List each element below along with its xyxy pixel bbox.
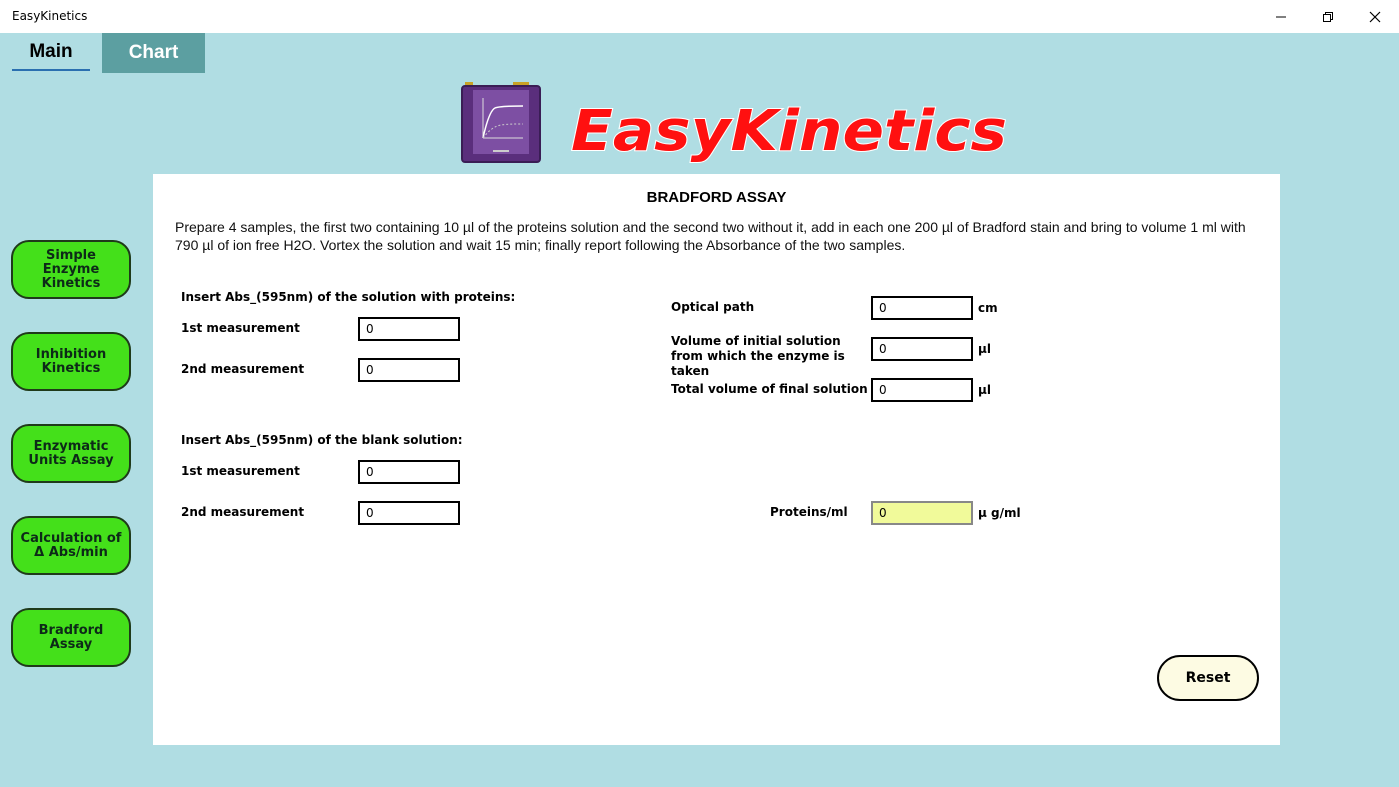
sidebar-item-enzymatic-units-assay[interactable]: Enzymatic Units Assay [11,424,131,483]
tab-main[interactable]: Main [12,35,90,71]
tab-chart[interactable]: Chart [102,33,205,73]
minimize-button[interactable] [1258,0,1304,33]
initial-volume-input[interactable] [871,337,973,361]
sidebar-item-bradford-assay[interactable]: Bradford Assay [11,608,131,667]
blank-m2-input[interactable] [358,501,460,525]
sidebar-item-simple-enzyme-kinetics[interactable]: Simple Enzyme Kinetics [11,240,131,299]
total-volume-label: Total volume of final solution [671,382,868,396]
proteins-per-ml-output [871,501,973,525]
optical-path-label: Optical path [671,300,755,314]
app-logo-text [567,94,1017,164]
app-title: EasyKinetics [12,9,88,23]
restore-button[interactable] [1305,0,1351,33]
instructions-text: Prepare 4 samples, the first two containing 10 µl of the proteins solution and the second two without it, add in each one 200 µl of Bradford stain and bring to volume 1 ml with 790 µl of ion free H2O. Vortex the solution and wait 15 min; finally report following the Absorbance of the two samples. [175,219,1246,253]
proteins-per-ml-unit: µ g/ml [978,506,1021,520]
optical-path-unit: cm [978,301,998,315]
total-volume-input[interactable] [871,378,973,402]
proteins-per-ml-label: Proteins/ml [770,505,848,519]
proteins-m2-label: 2nd measurement [181,362,305,376]
blank-m1-label: 1st measurement [181,464,300,478]
proteins-m1-label: 1st measurement [181,321,300,335]
bradford-panel [153,174,1280,745]
proteins-m2-input[interactable] [358,358,460,382]
close-icon [1369,11,1381,23]
optical-path-input[interactable] [871,296,973,320]
blank-m1-input[interactable] [358,460,460,484]
total-volume-unit: µl [978,383,991,397]
sidebar-item-calculation-delta-abs[interactable]: Calculation of Δ Abs/min [11,516,131,575]
reset-button[interactable]: Reset [1157,655,1259,701]
proteins-heading: Insert Abs_(595nm) of the solution with proteins: [181,290,516,304]
restore-icon [1322,11,1334,23]
blank-heading: Insert Abs_(595nm) of the blank solution: [181,433,463,447]
svg-text:EasyKinetics: EasyKinetics [571,99,1007,164]
close-button[interactable] [1352,0,1398,33]
page-title: BRADFORD ASSAY [646,189,787,206]
minimize-icon [1275,11,1287,23]
title-bar [0,0,1399,33]
initial-volume-unit: µl [978,342,991,356]
proteins-m1-input[interactable] [358,317,460,341]
initial-volume-label: Volume of initial solution from which the enzyme is taken [671,334,845,378]
blank-m2-label: 2nd measurement [181,505,305,519]
sidebar-item-inhibition-kinetics[interactable]: Inhibition Kinetics [11,332,131,391]
app-logo-icon [461,80,541,164]
